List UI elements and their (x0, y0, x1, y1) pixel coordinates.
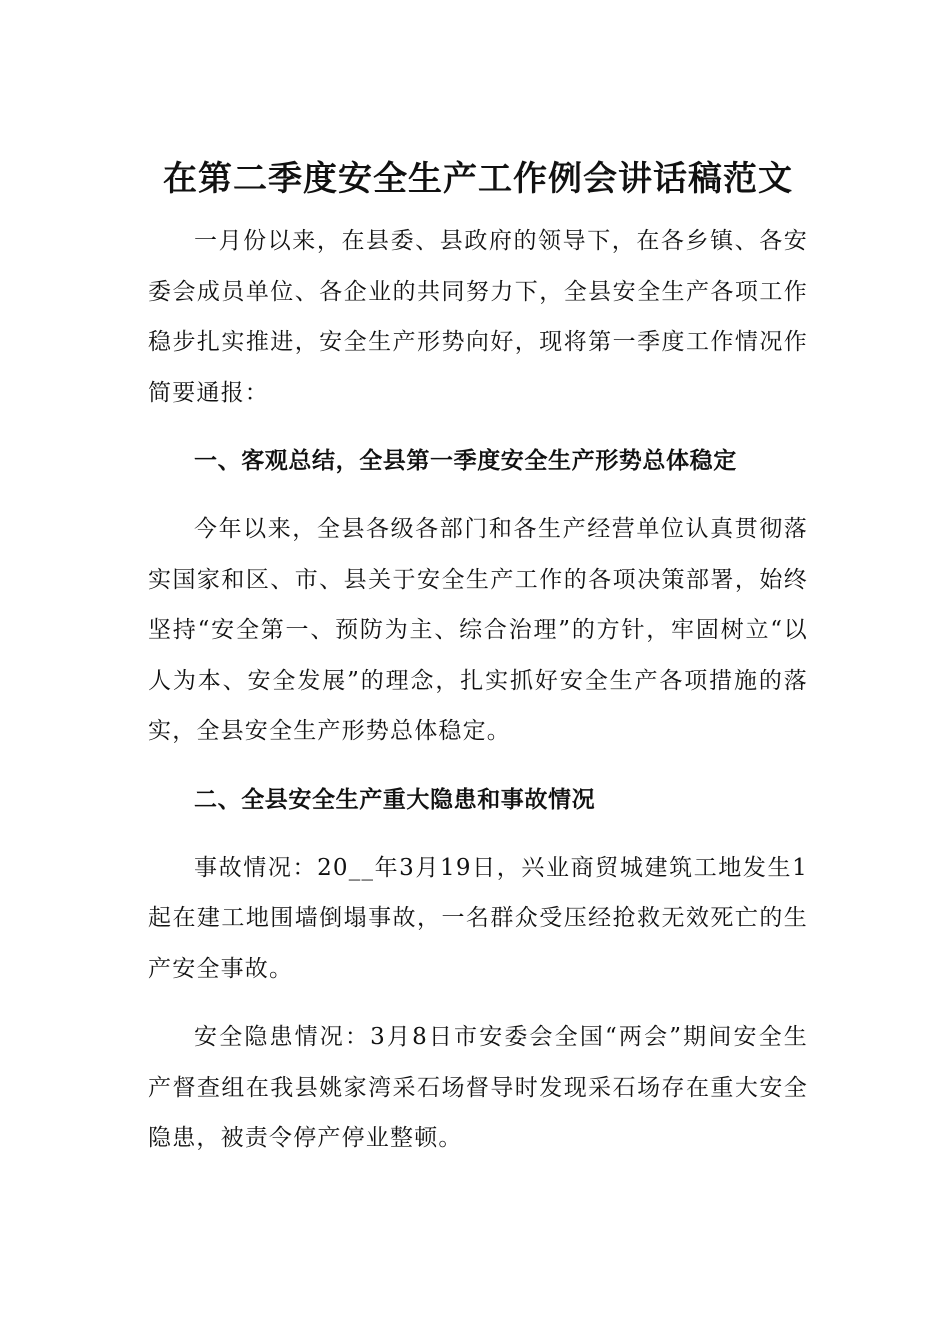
spacer (148, 486, 808, 504)
spacer (148, 994, 808, 1012)
hazard-paragraph: 安全隐患情况：3月8日市安委会全国“两会”期间安全生产督查组在我县姚家湾采石场督导时发现采石场存在重大安全隐患，被责令停产停业整顿。 (148, 1024, 808, 1151)
section-1-paragraph: 今年以来，全县各级各部门和各生产经营单位认真贯彻落实国家和区、市、县关于安全生产工作的各项决策部署，始终坚持“安全第一、预防为主、综合治理”的方针，牢固树立“以人为本、安全发展”的理念，扎实抓好安全生产各项措施的落实，全县安全生产形势总体稳定。 (148, 516, 808, 744)
accident-paragraph: 事故情况：20__年3月19日，兴业商贸城建筑工地发生1起在建工地围墙倒塌事故，一名群众受压经抢救无效死亡的生产安全事故。 (148, 854, 808, 982)
spacer (148, 825, 808, 843)
document-body (148, 150, 808, 1164)
spacer (148, 418, 808, 436)
document-title: 在第二季度安全生产工作例会讲话稿范文 (163, 159, 793, 199)
spacer (148, 208, 808, 216)
intro-paragraph: 一月份以来，在县委、县政府的领导下，在各乡镇、各安委会成员单位、各企业的共同努力下，全县安全生产各项工作稳步扎实推进，安全生产形势向好，现将第一季度工作情况作简要通报： (148, 228, 808, 406)
spacer (148, 757, 808, 775)
section-2-heading: 二、全县安全生产重大隐患和事故情况 (194, 785, 596, 813)
section-1-heading: 一、客观总结，全县第一季度安全生产形势总体稳定 (194, 447, 737, 474)
